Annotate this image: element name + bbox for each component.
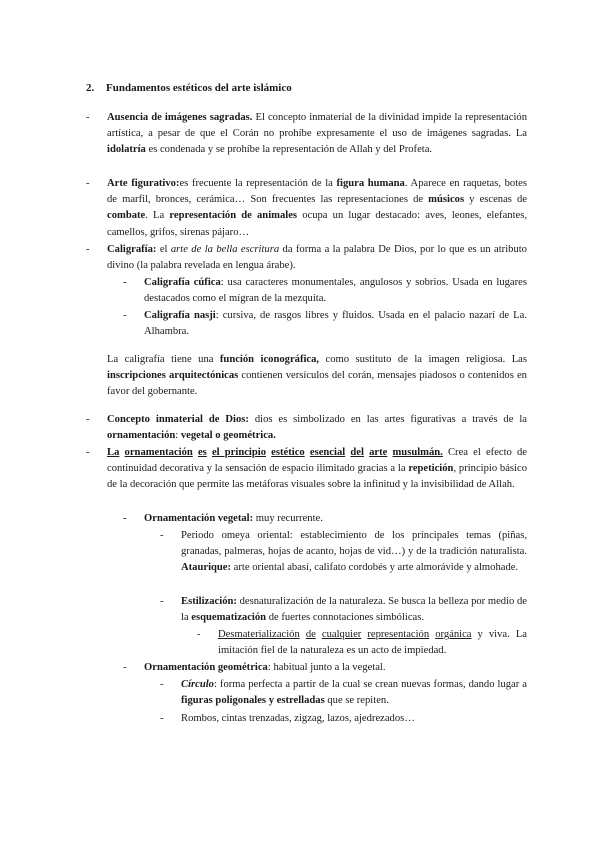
bullet-title: Caligrafía nasji [144, 310, 216, 321]
bullet-title: Ausencia de imágenes sagradas. [107, 112, 253, 123]
bullet-text: . La [145, 210, 170, 222]
bullet-text: El concepto inmaterial de la divinidad impide la representación artística, a pesar de que el Corán no prohíbe expresamente el uso de imágenes sagradas. La [107, 112, 527, 140]
bullet-dash: - [160, 713, 164, 724]
bullet-text: Crea el efecto de continuidad decorativa y la sensación de espacio ilimitado gracias a la [107, 447, 527, 475]
subbullet-vegetal [123, 511, 527, 527]
underlined-word: arte [369, 447, 388, 458]
underlined-word: de [305, 629, 316, 640]
bullet-title: Estilización: [181, 596, 237, 607]
section-heading [86, 80, 292, 96]
subbullet-geometrica [123, 660, 527, 676]
paragraph-text: contienen versículos del corán, mensajes piadosos o contenidos en favor del gobernante. [107, 370, 527, 398]
underlined-word: es [197, 447, 207, 458]
bullet-ornamentacion [86, 445, 527, 494]
bullet-text: : cursiva, de rasgos libres y fluidos. Usada en el palacio nazarí de La. Alhambra. [144, 310, 527, 338]
bullet-text: y viva. La imitación fiel de la naturaleza es un acto de impiedad. [218, 629, 527, 657]
section-number: 2. [86, 82, 95, 94]
subsubbullet-estilizacion [160, 594, 527, 626]
bullet-text: y escenas de [464, 194, 528, 206]
bullet-text: da forma a la palabra De Dios, por lo que es un atributo divino (la palabra revelada en lengua árabe). [107, 244, 527, 272]
bold-term: ornamentación [107, 430, 176, 442]
bullet-title: Círculo [181, 679, 214, 690]
subbullet-cufica [123, 275, 527, 307]
underlined-word: musulmán. [392, 447, 443, 458]
bullet-figurativo [86, 176, 528, 241]
underlined-word: orgánica [435, 629, 472, 640]
bullet-dash: - [123, 662, 127, 673]
bullet-text: es frecuente la representación de la [179, 178, 337, 189]
bullet-text: es condenada y se prohíbe la representación de Allah y del Profeta. [145, 144, 433, 156]
bullet-dash: - [197, 629, 201, 640]
bullet-title: Caligrafía cúfica [144, 277, 221, 288]
bullet-text: ocupa un lugar destacado: aves, leones, elefantes, camellos, grifos, sirenas pájaro… [107, 210, 528, 238]
bold-term: función iconográfica, [219, 354, 320, 365]
subbullet-nasji [123, 308, 527, 340]
bullet-dash: - [123, 310, 127, 321]
underlined-word: La [107, 447, 120, 458]
bullet-text: Periodo omeya oriental: establecimiento de los principales temas (piñas, granadas, palmeras, hojas de acanto, hojas de vid…) y de la tradición naturalista. [181, 530, 527, 558]
bullet-text: de fuertes connotaciones simbólicas. [266, 612, 425, 624]
italic-term: arte de la bella escritura [170, 244, 280, 255]
bullet-title: Caligrafía: [107, 244, 157, 255]
bullet-dash: - [160, 596, 164, 607]
underlined-word: Desmaterialización [218, 629, 300, 640]
paragraph-text: La caligrafía tiene una [107, 354, 220, 365]
bullet-text: : usa caracteres monumentales, angulosos y sobrios. Usada en lugares destacados como el mígran de la mezquita. [144, 277, 527, 305]
bullet-text: : [175, 430, 181, 442]
underlined-word: cualquier [321, 629, 362, 640]
subsubbullet-omeya [160, 528, 527, 577]
bullet-text: el [156, 244, 171, 255]
bold-term: figura humana [336, 178, 405, 189]
bullet-title: Arte figurativo: [107, 178, 180, 189]
bold-term: idolatría [107, 144, 146, 156]
bullet-text: desnaturalización de la naturaleza. Se busca la belleza por medio de la [181, 596, 527, 624]
underlined-word: representación [367, 629, 430, 640]
bold-term: figuras poligonales y estrelladas [181, 695, 325, 707]
bullet-text: dios es simbolizado en las artes figurativas a través de la [248, 414, 527, 425]
bullet-dash: - [86, 178, 90, 189]
subsubbullet-rombos [160, 711, 527, 727]
underlined-word: el principio [211, 447, 266, 458]
bullet-text: que se repiten. [324, 695, 389, 707]
bullet-text: Rombos, cintas trenzadas, zigzag, lazos, ajedrezados… [181, 713, 415, 724]
bold-term: Ataurique: [181, 562, 232, 574]
bold-term: inscripciones arquitectónicas [107, 370, 239, 382]
bold-term: representación de animales [169, 210, 298, 222]
bold-term: vegetal o geométrica. [180, 430, 276, 442]
bold-term: músicos [428, 194, 465, 206]
bold-term: repetición [408, 463, 454, 475]
bullet-dash: - [86, 244, 90, 255]
section-title: Fundamentos estéticos del arte islámico [106, 82, 292, 94]
bullet-text: arte oriental abasí, califato cordobés y arte almorávide y almohade. [231, 562, 519, 574]
underlined-word: del [350, 447, 364, 458]
underlined-word: estético [271, 447, 305, 458]
bullet-title: Ornamentación geométrica [144, 662, 268, 673]
bullet-caligrafia [86, 242, 527, 274]
bullet-dash: - [86, 112, 90, 123]
bullet-dash: - [160, 679, 164, 690]
bullet-text: : forma perfecta a partir de la cual se crean nuevas formas, dando lugar a [213, 679, 527, 690]
bullet-dash: - [123, 277, 127, 288]
underlined-word: ornamentación [124, 447, 193, 458]
bullet-dash: - [160, 530, 164, 541]
bullet-text: muy recurrente. [253, 513, 323, 524]
subsubsubbullet-desmaterializacion [197, 627, 527, 659]
paragraph-caligrafia [107, 352, 527, 401]
bullet-ausencia [86, 110, 527, 159]
bullet-title: Ornamentación vegetal: [144, 513, 254, 524]
subsubbullet-circulo [160, 677, 527, 709]
bullet-text: , principio básico de la decoración que permite las metáforas visuales sobre la infinitud y la invisibilidad de Allah. [107, 463, 527, 491]
bullet-dash: - [86, 447, 90, 458]
bold-term: combate [107, 210, 146, 222]
bullet-text: . Aparece en raquetas, botes de marfil, bronces, cerámica… Son frecuentes las representaciones de [107, 178, 527, 206]
bullet-title: Concepto inmaterial de Dios: [107, 414, 249, 425]
paragraph-text: como sustituto de la imagen religiosa. Las [319, 354, 528, 365]
bullet-dash: - [86, 414, 90, 425]
underlined-word: esencial [309, 447, 346, 458]
bold-term: esquematización [191, 612, 267, 624]
bullet-text: : habitual junto a la vegetal. [267, 662, 386, 673]
bullet-concepto [86, 412, 527, 444]
bullet-dash: - [123, 513, 127, 524]
